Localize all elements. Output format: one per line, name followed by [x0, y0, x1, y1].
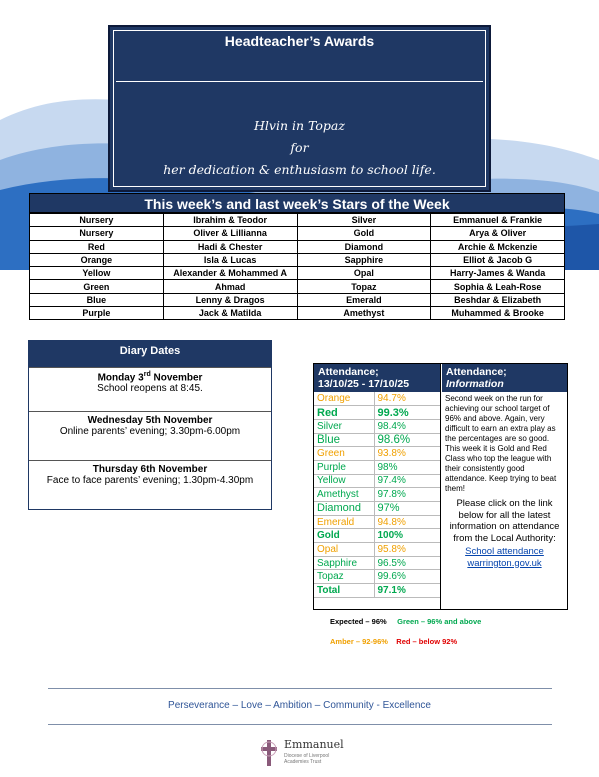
school-values: Perseverance – Love – Ambition – Community - Excellence — [168, 700, 431, 711]
attendance-heading: Attendance; 13/10/25 - 17/10/25 — [314, 364, 440, 392]
pupil-names-cell: Sophia & Leah-Rose — [431, 280, 565, 293]
headteacher-awards-banner — [108, 25, 491, 192]
class-name-cell: Silver — [297, 214, 431, 227]
diary-title: Diary Dates — [29, 341, 271, 367]
class-name-cell: Sapphire — [297, 253, 431, 266]
diary-entry-detail: Online parents’ evening; 3.30pm-6.00pm — [59, 426, 241, 437]
attendance-class-cell: Topaz — [314, 570, 374, 584]
key-green: Green – 96% and above — [397, 617, 482, 626]
cross-logo-icon — [258, 738, 280, 768]
attendance-row — [314, 529, 440, 543]
attendance-class-cell: Red — [314, 406, 374, 420]
footer-divider-bottom — [48, 724, 552, 725]
pupil-names-cell: Ibrahim & Teodor — [163, 214, 297, 227]
award-citation — [110, 115, 489, 181]
class-name-cell: Topaz — [297, 280, 431, 293]
attendance-class-cell: Orange — [314, 392, 374, 406]
stars-table — [29, 213, 565, 320]
attendance-row — [314, 543, 440, 557]
pupil-names-cell: Isla & Lucas — [163, 253, 297, 266]
key-amber: Amber – 92-96% — [330, 637, 388, 646]
class-name-cell: Red — [30, 240, 164, 253]
class-name-cell: Nursery — [30, 227, 164, 240]
attendance-class-cell: Yellow — [314, 474, 374, 488]
pupil-names-cell: Alexander & Mohammed A — [163, 267, 297, 280]
attendance-percent-cell: 94.8% — [374, 515, 440, 529]
attendance-percent-cell: 95.8% — [374, 543, 440, 557]
attendance-percent-cell: 98.6% — [374, 433, 440, 447]
attendance-percent-cell: 97% — [374, 502, 440, 516]
pupil-names-cell: Hadi & Chester — [163, 240, 297, 253]
attendance-info-heading: Attendance; Information — [442, 364, 567, 392]
attendance-class-cell: Opal — [314, 543, 374, 557]
banner-divider — [116, 81, 483, 82]
attendance-percent-cell: 94.7% — [374, 392, 440, 406]
diary-entry-date: Monday 3rd November — [97, 371, 203, 384]
diary-entry — [29, 367, 271, 411]
logo-subtitle: Diocese of Liverpool Academies Trust — [284, 753, 330, 765]
attendance-row — [314, 419, 440, 433]
class-name-cell: Yellow — [30, 267, 164, 280]
attendance-row — [314, 474, 440, 488]
attendance-row — [314, 584, 440, 598]
attendance-row — [314, 556, 440, 570]
pupil-names-cell: Muhammed & Brooke — [431, 307, 565, 320]
class-name-cell: Nursery — [30, 214, 164, 227]
pupil-names-cell: Ahmad — [163, 280, 297, 293]
diary-entry-date: Wednesday 5th November — [87, 415, 213, 426]
attendance-information — [442, 364, 567, 609]
diary-entry-date: Thursday 6th November — [92, 464, 208, 475]
logo-name: Emmanuel — [284, 738, 344, 751]
diary-entry-detail: School reopens at 8:45. — [97, 383, 203, 395]
footer-divider-top — [48, 688, 552, 689]
attendance-panel — [313, 363, 568, 610]
attendance-percent-cell: 98.4% — [374, 419, 440, 433]
class-name-cell: Diamond — [297, 240, 431, 253]
attendance-percent-cell: 100% — [374, 529, 440, 543]
attendance-row — [314, 447, 440, 461]
class-name-cell: Amethyst — [297, 307, 431, 320]
attendance-percent-cell: 97.4% — [374, 474, 440, 488]
attendance-class-cell: Emerald — [314, 515, 374, 529]
stars-title: This week’s and last week’s Stars of the Week — [29, 193, 565, 213]
stars-of-the-week — [29, 193, 565, 320]
banner-title: Headteacher’s Awards — [224, 33, 375, 49]
attendance-percent-cell: 97.8% — [374, 488, 440, 502]
attendance-class-cell: Blue — [314, 433, 374, 447]
attendance-row — [314, 488, 440, 502]
trust-logo — [258, 738, 348, 772]
attendance-percent-cell: 96.5% — [374, 556, 440, 570]
attendance-class-cell: Silver — [314, 419, 374, 433]
class-name-cell: Orange — [30, 253, 164, 266]
attendance-row — [314, 406, 440, 420]
pupil-names-cell: Lenny & Dragos — [163, 293, 297, 306]
attendance-row — [314, 570, 440, 584]
stars-row — [30, 240, 565, 253]
attendance-class-cell: Purple — [314, 460, 374, 474]
diary-entry-detail: Face to face parents’ evening; 1.30pm-4.30pm — [46, 475, 254, 486]
attendance-class-cell: Gold — [314, 529, 374, 543]
diary-dates — [28, 340, 272, 510]
class-name-cell: Blue — [30, 293, 164, 306]
attendance-percent-cell: 99.3% — [374, 406, 440, 420]
attendance-percent-cell: 98% — [374, 460, 440, 474]
attendance-percent-cell: 99.6% — [374, 570, 440, 584]
attendance-figures — [314, 364, 441, 609]
award-reason: her dedication & enthusiasm to school life. — [163, 162, 436, 177]
pupil-names-cell: Harry-James & Wanda — [431, 267, 565, 280]
pupil-names-cell: Emmanuel & Frankie — [431, 214, 565, 227]
attendance-key — [330, 616, 481, 656]
stars-row — [30, 267, 565, 280]
attendance-row — [314, 515, 440, 529]
attendance-class-cell: Sapphire — [314, 556, 374, 570]
stars-row — [30, 214, 565, 227]
class-name-cell: Gold — [297, 227, 431, 240]
stars-row — [30, 307, 565, 320]
pupil-names-cell: Jack & Matilda — [163, 307, 297, 320]
attendance-class-cell: Diamond — [314, 502, 374, 516]
class-name-cell: Green — [30, 280, 164, 293]
pupil-names-cell: Elliot & Jacob G — [431, 253, 565, 266]
attendance-percent-cell: 93.8% — [374, 447, 440, 461]
award-recipient: Hlvin in Topaz — [254, 118, 345, 133]
stars-row — [30, 253, 565, 266]
class-name-cell: Emerald — [297, 293, 431, 306]
attendance-class-cell: Amethyst — [314, 488, 374, 502]
attendance-row — [314, 433, 440, 447]
pupil-names-cell: Archie & Mckenzie — [431, 240, 565, 253]
class-name-cell: Purple — [30, 307, 164, 320]
attendance-info-text: Second week on the run for achieving our school target of 96% and above. Again, very difficult to earn an extra play as the percentages are so good. This week it is Gold and Red Class who top the league with their consistently good attendance. Keep trying to beat them! — [445, 394, 557, 493]
attendance-percent-cell: 97.1% — [374, 584, 440, 598]
diary-entry — [29, 411, 271, 460]
attendance-class-cell: Total — [314, 584, 374, 598]
class-name-cell: Opal — [297, 267, 431, 280]
attendance-row — [314, 460, 440, 474]
attendance-link-intro: Please click on the link below for all the latest information on attendance from the Local Authority: — [449, 498, 560, 544]
key-expected: Expected – 96% — [330, 617, 387, 626]
key-red: Red – below 92% — [396, 637, 458, 646]
attendance-row — [314, 392, 440, 406]
pupil-names-cell: Beshdar & Elizabeth — [431, 293, 565, 306]
pupil-names-cell: Oliver & Lillianna — [163, 227, 297, 240]
school-attendance-link[interactable]: School attendance warrington.gov.uk — [465, 546, 544, 569]
award-for: for — [290, 140, 309, 155]
diary-entry — [29, 460, 271, 510]
attendance-table — [314, 392, 440, 598]
stars-row — [30, 293, 565, 306]
stars-row — [30, 227, 565, 240]
attendance-row — [314, 502, 440, 516]
stars-row — [30, 280, 565, 293]
pupil-names-cell: Arya & Oliver — [431, 227, 565, 240]
attendance-class-cell: Green — [314, 447, 374, 461]
